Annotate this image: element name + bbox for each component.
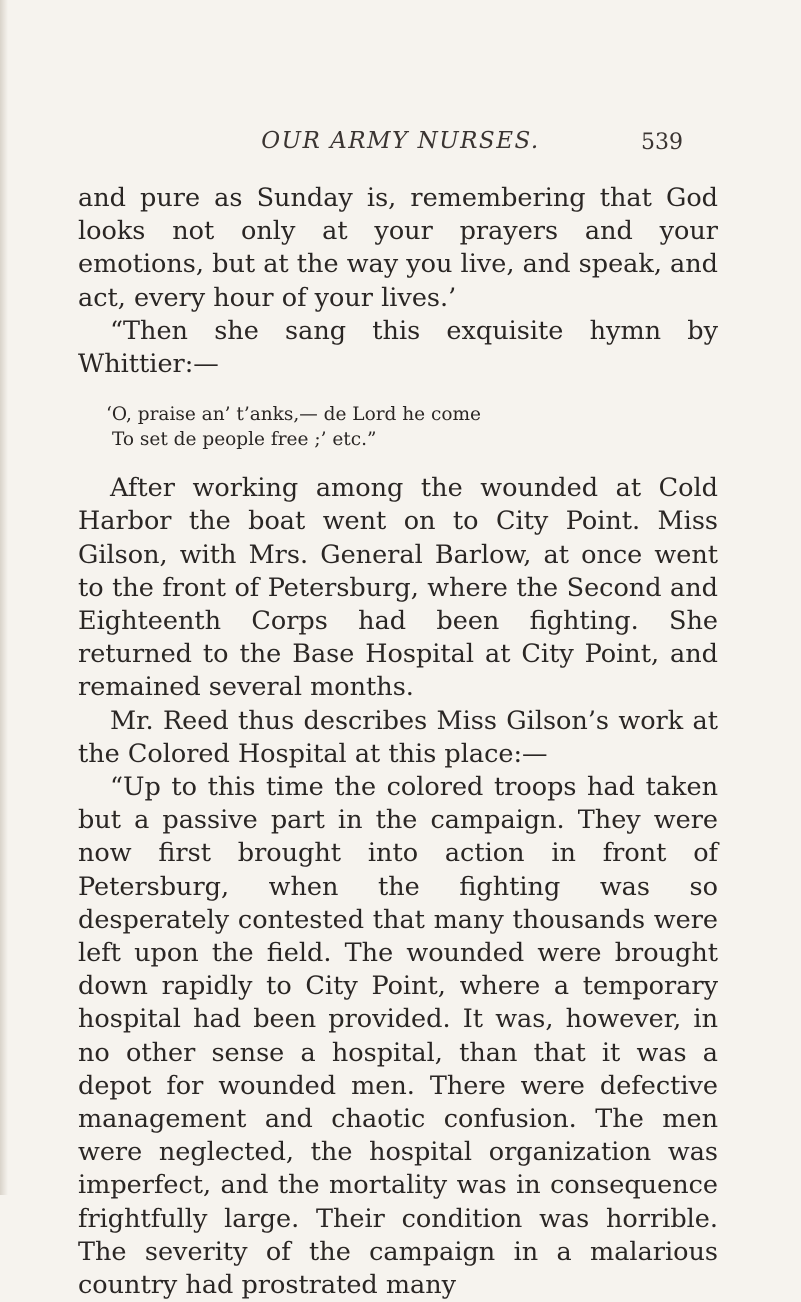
paragraph-cold-harbor: After working among the wounded at Cold Harbor the boat went on to City Point. Miss Gilson, with Mrs. General Barlow, at once went to the front of Petersburg, where the Second and Eighteenth Corps had been fighting. She returned to the Base Hospital at City Point, and remained several months. xyxy=(78,473,718,703)
hymn-line-1: ‘O, praise an’ t’anks,— de Lord he come xyxy=(106,404,482,426)
running-head: OUR ARMY NURSES. xyxy=(261,128,540,154)
page-number: 539 xyxy=(641,130,683,155)
page-header xyxy=(0,128,801,164)
paragraph-hymn-intro: “Then she sang this exquisite hymn by Whittier:— xyxy=(78,315,718,380)
hymn-line-2: To set de people free ;’ etc.” xyxy=(112,429,377,451)
page-gutter-shadow xyxy=(0,0,8,1195)
paragraph-continuation: and pure as Sunday is, remembering that God looks not only at your prayers and your emotions, but at the way you live, and speak, and act, every hour of your lives.’ xyxy=(78,183,718,313)
paragraph-reed-intro: Mr. Reed thus describes Miss Gilson’s work at the Colored Hospital at this place:— xyxy=(78,705,718,769)
hymn-quote xyxy=(78,402,718,452)
paragraph-colored-troops: “Up to this time the colored troops had taken but a passive part in the campaign. They were now first brought into action in front of Petersburg, when the fighting was so desperately contested that many thousands were left upon the field. The wounded were brought down rapidly to City Point, where a temporary hospital had been provided. It was, however, in no other sense a hospital, than that it was a depot for wounded men. There were defective management and chaotic confusion. The men were neglected, the hospital organization was imperfect, and the mortality was in consequence frightfully large. Their condition was horrible. The severity of the campaign in a malarious country had prostrated many xyxy=(78,772,718,1301)
body-text xyxy=(78,182,718,1302)
